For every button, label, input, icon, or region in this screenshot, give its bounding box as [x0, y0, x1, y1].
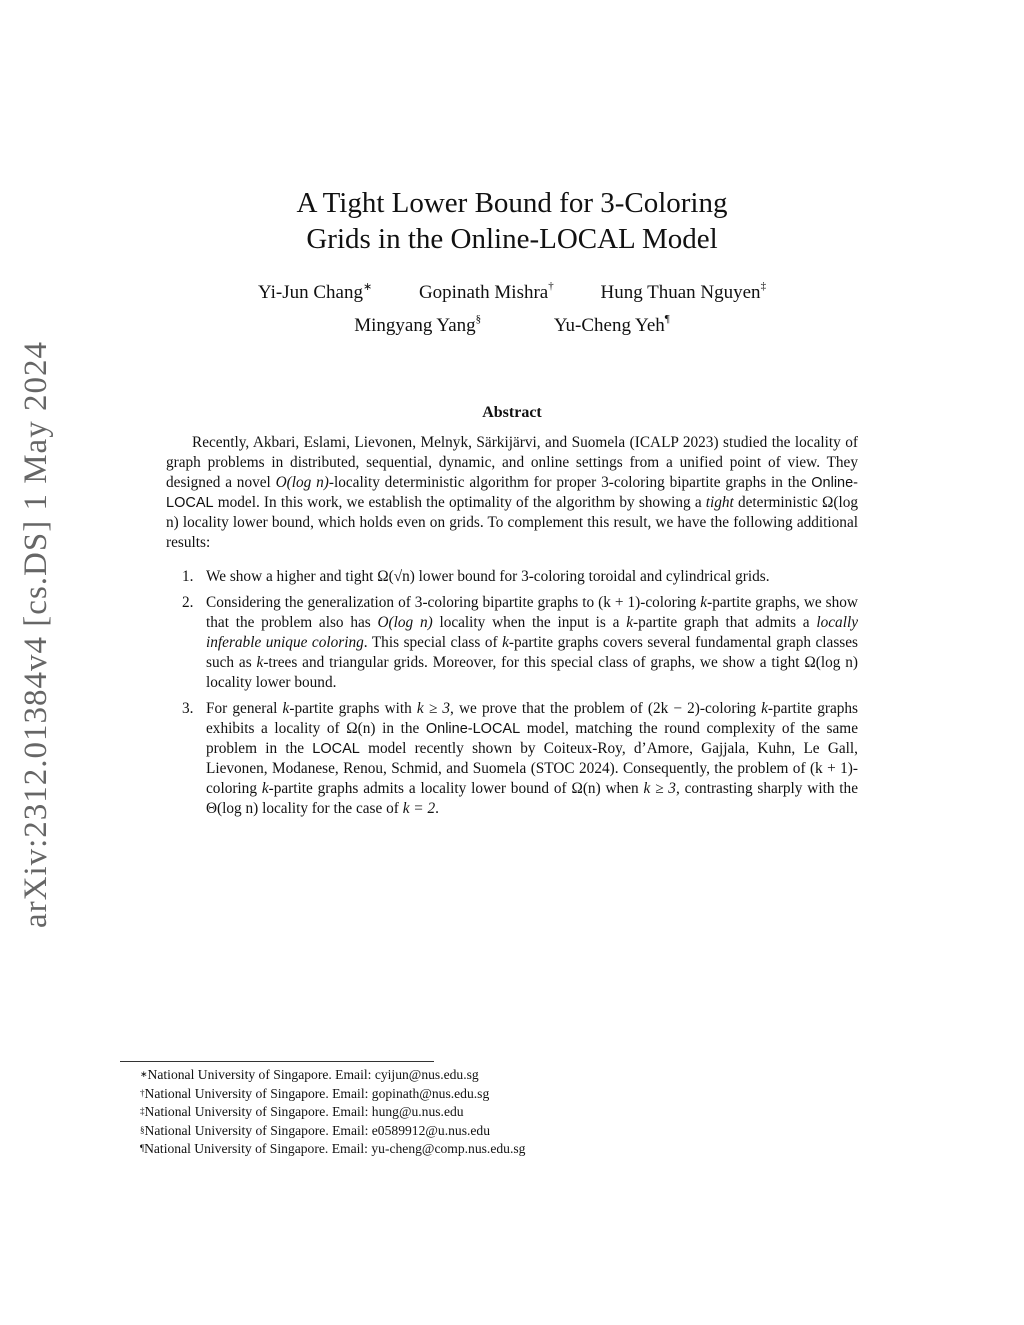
footnotes [140, 1066, 525, 1159]
footnote: §National University of Singapore. Email: e0589912@u.nus.edu [140, 1122, 491, 1138]
author: Yi-Jun Chang∗ [257, 281, 373, 303]
arxiv-identifier: arXiv:2312.01384v4 [cs.DS] 1 May 2024 [18, 341, 54, 928]
footnote: ‡National University of Singapore. Email: hung@u.nus.edu [140, 1104, 464, 1119]
author: Hung Thuan Nguyen‡ [600, 280, 767, 303]
list-item: 1. We show a higher and tight Ω(√n) lower bound for 3-coloring toroidal and cylindrical grids. [182, 568, 770, 585]
title-line-1: A Tight Lower Bound for 3-Coloring [296, 187, 728, 219]
abstract-heading: Abstract [482, 404, 542, 421]
footnote-rule [120, 1061, 434, 1062]
footnote: ¶National University of Singapore. Email: yu-cheng@comp.nus.edu.sg [140, 1141, 526, 1156]
results-list [166, 567, 858, 825]
footnote: †National University of Singapore. Email: gopinath@nus.edu.sg [140, 1085, 490, 1101]
author-row-1 [0, 282, 1024, 304]
author-row-2 [0, 315, 1024, 337]
list-item: 3. For general k-partite graphs with k ≥ 3, we prove that the problem of (2k − 2)-coloring k-partite graphs exhibits a locality of Ω(n) in the Online-LOCAL model, matching the round complexity of the same problem in the LOCAL model recently shown by Coiteux-Roy, d’Amore, Gajjala, Kuhn, Le Gall, Lievonen, Modanese, Renou, Schmid, and Suomela (STOC 2024). Consequently, the problem of (k + 1)-coloring k-partite graphs admits a locality lower bound of Ω(n) when k ≥ 3, contrasting sharply with the Θ(log n) locality for the case of k = 2. [182, 700, 859, 817]
abstract-body [166, 433, 858, 553]
author: Yu-Cheng Yeh¶ [553, 313, 670, 336]
author: Gopinath Mishra† [418, 280, 554, 303]
list-item: 2. Considering the generalization of 3-coloring bipartite graphs to (k + 1)-coloring k-partite graphs, we show that the problem also has O(log n) locality when the input is a k-partite graph that admits a locally inferable unique coloring. This special class of k-partite graphs covers several fundamental graph classes such as k-trees and triangular grids. Moreover, for this special class of graphs, we show a tight Ω(log n) locality lower bound. [182, 594, 858, 691]
paper-title [0, 185, 1024, 257]
author: Mingyang Yang§ [354, 313, 482, 336]
title-line-2: Grids in the Online-LOCAL Model [306, 223, 718, 255]
abstract-paragraph: Recently, Akbari, Eslami, Lievonen, Melnyk, Särkijärvi, and Suomela (ICALP 2023) studied the locality of graph problems in distributed, sequential, dynamic, and online settings from a unified point of view. They designed a novel O(log n)-locality deterministic algorithm for proper 3-coloring bipartite graphs in the Online-LOCAL model. In this work, we establish the optimality of the algorithm by showing a tight deterministic Ω(log n) locality lower bound, which holds even on grids. To complement this result, we have the following additional results: [166, 434, 858, 551]
footnote: ∗National University of Singapore. Email: cyijun@nus.edu.sg [140, 1067, 479, 1082]
